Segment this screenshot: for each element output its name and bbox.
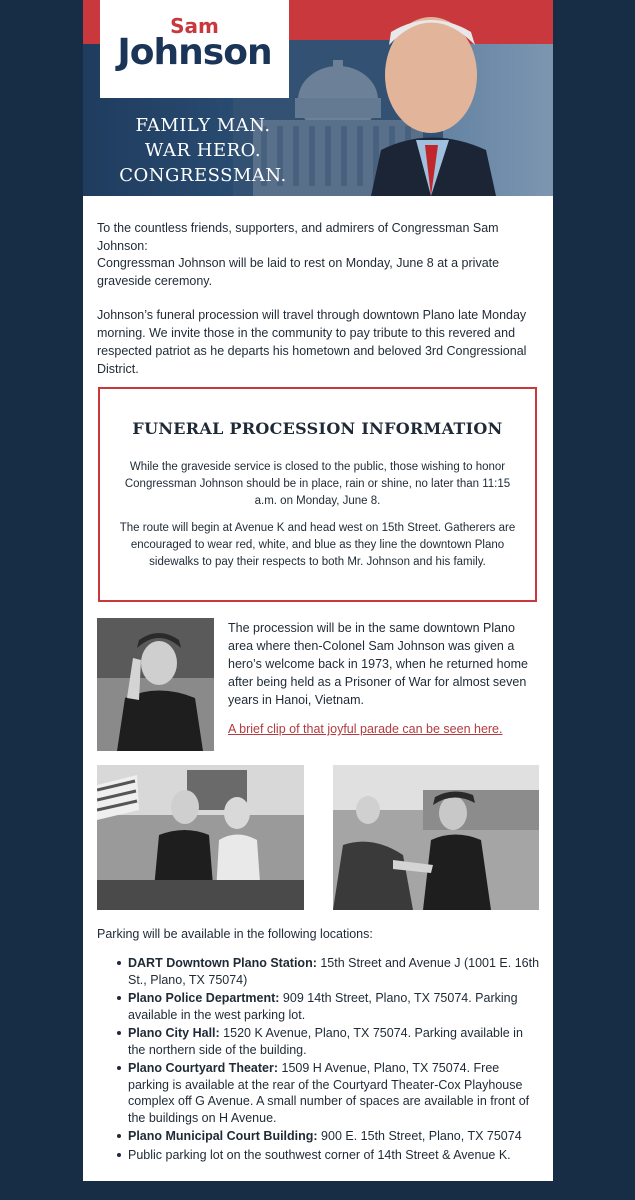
list-item: [128, 1147, 540, 1164]
logo-first-name: Sam: [170, 14, 219, 38]
location-name: Plano Municipal Court Building:: [128, 1129, 318, 1143]
list-item: [128, 955, 540, 988]
list-item: [128, 1060, 540, 1126]
tagline-line: FAMILY MAN.: [135, 115, 271, 136]
parking-list: [128, 955, 540, 1165]
homecoming-paragraph: The procession will be in the same downtown Plano area where then-Colonel Sam Johnson was given a hero’s welcome back in 1973, when he returned home after being held as a Prisoner of War for almost seven years in Hanoi, Vietnam.: [228, 621, 528, 707]
1973-salute-photo: [97, 618, 214, 751]
procession-intro-paragraph: Johnson’s funeral procession will travel through downtown Plano late Monday morning. We invite those in the community to pay tribute to this revered and respected patriot as he departs his hometown and beloved 3rd Congressional District.: [97, 308, 527, 376]
parade-handshake-photo: [333, 765, 539, 910]
campaign-header-banner: [83, 0, 553, 196]
parade-clip-link[interactable]: A brief clip of that joyful parade can be seen here.: [228, 722, 503, 736]
email-body: [83, 0, 553, 1181]
candidate-logo: [100, 0, 289, 98]
greeting-paragraph: To the countless friends, supporters, and admirers of Congressman Sam Johnson:: [97, 221, 499, 253]
funeral-info-paragraph: While the graveside service is closed to the public, those wishing to honor Congressman Johnson should be in place, rain or shine, no later than 11:15 a.m. on Monday, June 8.: [124, 461, 511, 507]
tagline-line: WAR HERO.: [144, 140, 262, 161]
list-item: [128, 990, 540, 1023]
location-name: DART Downtown Plano Station:: [128, 956, 317, 970]
list-item: [128, 1025, 540, 1058]
funeral-procession-info-box: [98, 387, 537, 602]
tagline-line: CONGRESSMAN.: [119, 165, 287, 186]
logo-last-name: Johnson: [117, 32, 272, 73]
funeral-info-title: FUNERAL PROCESSION INFORMATION: [132, 419, 503, 438]
location-name: Plano City Hall:: [128, 1026, 220, 1040]
burial-paragraph: Congressman Johnson will be laid to rest on Monday, June 8 at a private graveside ceremony.: [97, 256, 500, 288]
parade-car-photo: [97, 765, 304, 910]
tagline: [113, 113, 293, 188]
location-detail: 15th Street and Avenue J (1001 E. 16th St., Plano, TX 75074): [128, 956, 540, 987]
parking-intro: Parking will be available in the following locations:: [97, 927, 373, 941]
location-name: Plano Courtyard Theater:: [128, 1061, 279, 1075]
location-name: Plano Police Department:: [128, 991, 280, 1005]
location-detail: Public parking lot on the southwest corner of 14th Street & Avenue K.: [128, 1147, 511, 1162]
sam-johnson-portrait: [311, 0, 553, 196]
location-detail: 1520 K Avenue, Plano, TX 75074. Parking available in the northern side of the building.: [128, 1026, 523, 1057]
funeral-route-paragraph: The route will begin at Avenue K and head west on 15th Street. Gatherers are encouraged to wear red, white, and blue as they line the downtown Plano sidewalks to pay their respects to both Mr. Johnson and his family.: [119, 522, 516, 568]
location-detail: 1509 H Avenue, Plano, TX 75074. Free parking is available at the rear of the Courtyard Theater-Cox Playhouse complex off G Avenue. A small number of spaces are available in front of the buildings on H Avenue.: [128, 1061, 530, 1125]
location-detail: 909 14th Street, Plano, TX 75074. Parking available in the west parking lot.: [128, 991, 518, 1022]
location-detail: 900 E. 15th Street, Plano, TX 75074: [317, 1129, 522, 1143]
list-item: [128, 1128, 540, 1145]
